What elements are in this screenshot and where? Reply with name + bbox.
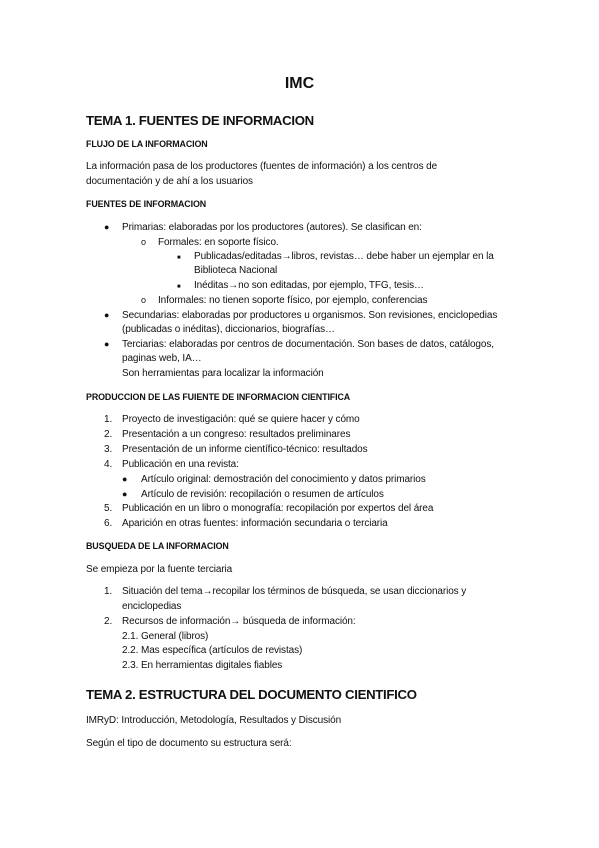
revista-subitem: Artículo de revisión: recopilación o resumen de artículos — [141, 489, 384, 500]
busqueda-item-1-line-1: Situación del tema→recopilar los términos de búsqueda, se usan diccionarios y — [122, 586, 467, 597]
bullet-disc-icon: ● — [104, 310, 110, 320]
produccion-item: Publicación en una revista: — [122, 459, 239, 470]
tema2-heading: TEMA 2. ESTRUCTURA DEL DOCUMENTO CIENTIFICO — [86, 687, 417, 702]
terciarias-item-line-2: paginas web, IA… — [122, 353, 202, 364]
formales-item: Formales: en soporte físico. — [158, 237, 279, 248]
informales-item: Informales: no tienen soporte físico, por ejemplo, conferencias — [158, 295, 428, 306]
list-number: 1. — [104, 414, 113, 425]
list-number: 1. — [104, 586, 113, 597]
busqueda-heading: BUSQUEDA DE LA INFORMACION — [86, 541, 229, 551]
flujo-text-line-1: La información pasa de los productores (fuentes de información) a los centros de — [86, 161, 438, 172]
busqueda-intro: Se empieza por la fuente terciaria — [86, 564, 233, 575]
bullet-square-icon: ■ — [177, 255, 181, 261]
produccion-item: Publicación en un libro o monografía: recopilación por expertos del área — [122, 503, 434, 514]
bullet-disc-icon: ● — [122, 474, 128, 484]
flujo-text-line-2: documentación y de ahí a los usuarios — [86, 176, 253, 187]
bullet-circle-icon: o — [141, 237, 146, 247]
tema1-heading: TEMA 1. FUENTES DE INFORMACION — [86, 113, 314, 128]
produccion-heading: PRODUCCION DE LAS FUIENTE DE INFORMACION CIENTIFICA — [86, 392, 351, 402]
produccion-item: Presentación a un congreso: resultados preliminares — [122, 429, 351, 440]
produccion-item: Proyecto de investigación: qué se quiere hacer y cómo — [122, 414, 360, 425]
document-title: IMC — [284, 75, 315, 92]
primarias-item: Primarias: elaboradas por los productores (autores). Se clasifican en: — [122, 222, 422, 233]
busqueda-subitem: 2.1. General (libros) — [122, 631, 209, 642]
busqueda-subitem: 2.2. Mas específica (artículos de revistas) — [122, 645, 303, 656]
busqueda-subitem: 2.3. En herramientas digitales fiables — [122, 660, 283, 671]
bullet-circle-icon: o — [141, 295, 146, 305]
ineditas-item: Inéditas→no son editadas, por ejemplo, TFG, tesis… — [194, 280, 424, 291]
imryd-text: IMRyD: Introducción, Metodología, Resultados y Discusión — [86, 715, 342, 726]
secundarias-item-line-2: (publicadas o inéditas), diccionarios, biografías… — [122, 324, 335, 335]
list-number: 2. — [104, 616, 113, 627]
bullet-disc-icon: ● — [104, 339, 110, 349]
list-number: 4. — [104, 459, 113, 470]
list-number: 5. — [104, 503, 113, 514]
estructura-text: Según el tipo de documento su estructura será: — [86, 738, 292, 749]
terciarias-item-line-3: Son herramientas para localizar la información — [122, 368, 324, 379]
list-number: 2. — [104, 429, 113, 440]
secundarias-item-line-1: Secundarias: elaboradas por productores u organismos. Son revisiones, enciclopedias — [122, 310, 498, 321]
list-number: 3. — [104, 444, 113, 455]
publicadas-item-line-2: Biblioteca Nacional — [194, 265, 278, 276]
produccion-item: Aparición en otras fuentes: información secundaria o terciaria — [122, 518, 388, 529]
busqueda-item-2-line-1: Recursos de información→ búsqueda de información: — [122, 616, 356, 627]
bullet-square-icon: ■ — [177, 284, 181, 290]
bullet-disc-icon: ● — [122, 489, 128, 499]
revista-subitem: Artículo original: demostración del conocimiento y datos primarios — [141, 474, 426, 485]
flujo-heading: FLUJO DE LA INFORMACION — [86, 139, 208, 149]
list-number: 6. — [104, 518, 113, 529]
publicadas-item-line-1: Publicadas/editadas→libros, revistas… debe haber un ejemplar en la — [194, 251, 494, 262]
fuentes-heading: FUENTES DE INFORMACION — [86, 199, 207, 209]
bullet-disc-icon: ● — [104, 222, 110, 232]
produccion-item: Presentación de un informe científico-técnico: resultados — [122, 444, 368, 455]
busqueda-item-1-line-2: enciclopedias — [122, 601, 182, 612]
terciarias-item-line-1: Terciarias: elaboradas por centros de documentación. Son bases de datos, catálogos, — [122, 339, 494, 350]
